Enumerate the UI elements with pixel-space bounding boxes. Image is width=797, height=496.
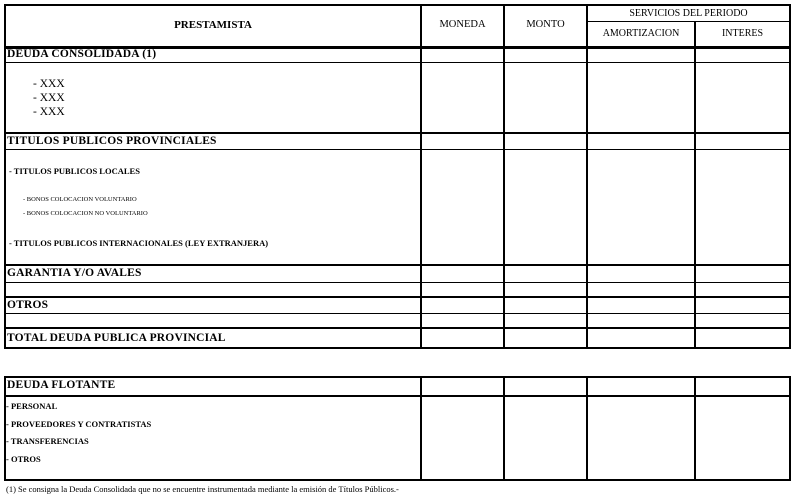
col-line (503, 376, 505, 481)
row-line (4, 132, 791, 134)
titulos-internacionales: - TITULOS PUBLICOS INTERNACIONALES (LEY EXTRANJERA) (9, 238, 269, 248)
row-line (4, 296, 791, 298)
table-border-top (4, 376, 791, 378)
table-border-top (4, 4, 791, 6)
section-deuda-consolidada: DEUDA CONSOLIDADA (1) (7, 48, 157, 60)
col-line (789, 376, 791, 481)
header-servicios: SERVICIOS DEL PERIODO (629, 8, 748, 19)
header-monto: MONTO (526, 19, 565, 30)
col-line (503, 4, 505, 349)
row-line (4, 327, 791, 329)
flotante-item: - PERSONAL (6, 401, 58, 411)
col-line (4, 4, 6, 349)
header-prestamista: PRESTAMISTA (174, 19, 252, 31)
row-line (4, 62, 791, 63)
col-line (586, 376, 588, 481)
row-line (4, 395, 791, 397)
flotante-item: - PROVEEDORES Y CONTRATISTAS (6, 419, 152, 429)
row-line (4, 264, 791, 266)
footnote: (1) Se consigna la Deuda Consolidada que no se encuentre instrumentada mediante la emisión de Títulos Públicos.- (6, 484, 399, 494)
section-garantia: GARANTIA Y/O AVALES (7, 267, 142, 279)
header-interes: INTERES (721, 28, 764, 39)
section-otros: OTROS (7, 299, 49, 311)
header-moneda: MONEDA (439, 19, 486, 30)
col-line (420, 4, 422, 349)
row-line (4, 282, 791, 283)
titulos-locales: - TITULOS PUBLICOS LOCALES (9, 166, 140, 176)
xxx-item: - XXX (33, 106, 65, 118)
header-amortizacion: AMORTIZACION (602, 28, 680, 39)
servicios-divider (587, 21, 791, 22)
col-line (586, 4, 588, 349)
col-line (694, 21, 696, 349)
bonos-voluntario: - BONOS COLOCACION VOLUNTARIO (23, 196, 137, 203)
col-line (789, 4, 791, 349)
section-deuda-flotante: DEUDA FLOTANTE (7, 379, 116, 391)
xxx-item: - XXX (33, 92, 65, 104)
table-border-bottom (4, 479, 791, 481)
xxx-item: - XXX (33, 78, 65, 90)
bonos-no-voluntario: - BONOS COLOCACION NO VOLUNTARIO (23, 210, 148, 217)
flotante-item: - TRANSFERENCIAS (6, 436, 89, 446)
row-line (4, 149, 791, 150)
section-titulos-provinciales: TITULOS PUBLICOS PROVINCIALES (7, 135, 217, 147)
col-line (420, 376, 422, 481)
table-border-bottom (4, 347, 791, 349)
col-line (694, 376, 696, 481)
section-total: TOTAL DEUDA PUBLICA PROVINCIAL (7, 332, 226, 344)
flotante-item: - OTROS (6, 454, 41, 464)
row-line (4, 313, 791, 314)
